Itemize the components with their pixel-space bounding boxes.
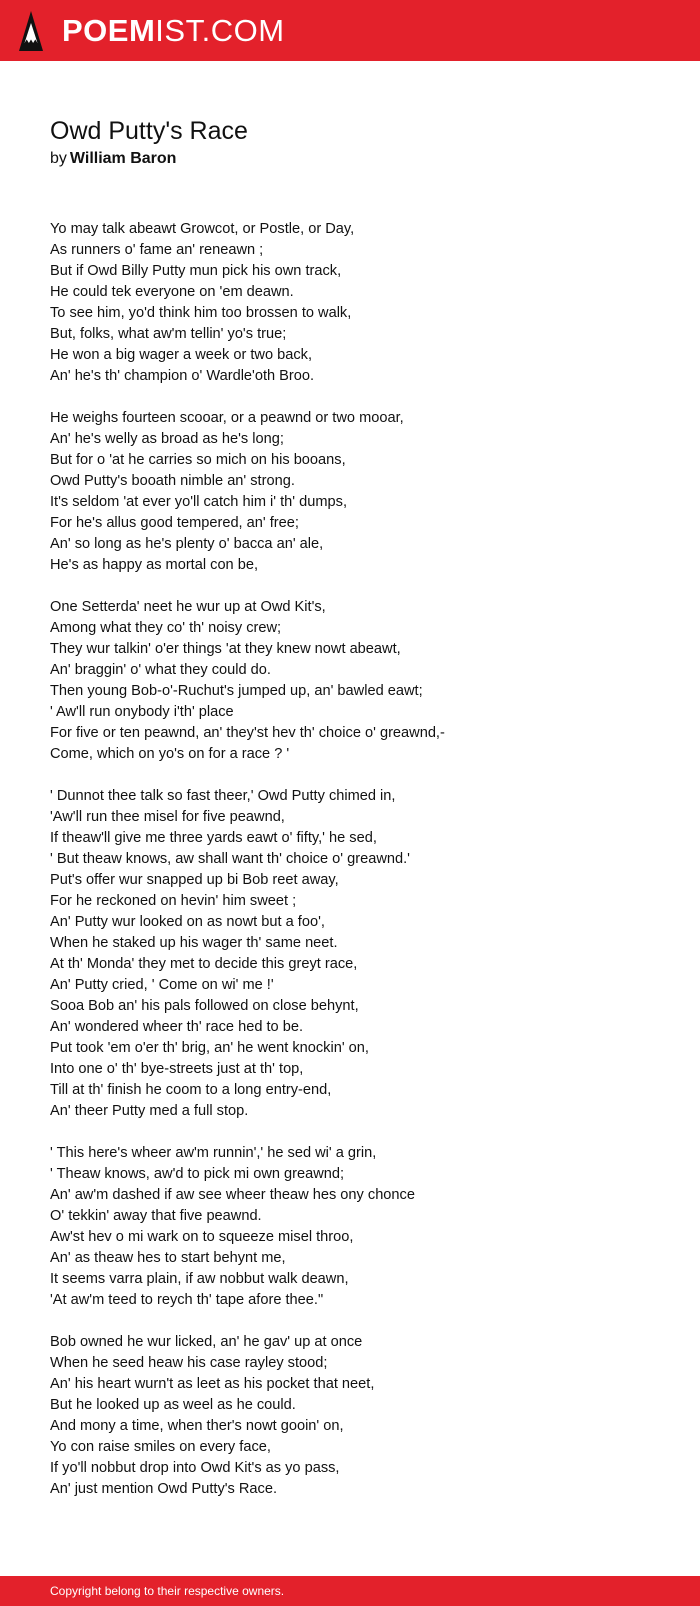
poem-line: Bob owned he wur licked, an' he gav' up at once: [50, 1334, 363, 1350]
poem-line: But he looked up as weel as he could.: [50, 1397, 296, 1413]
poem-byline: [50, 148, 176, 170]
site-logo-link[interactable]: [18, 10, 285, 52]
poem-line: 'At aw'm teed to reych th' tape afore thee.": [50, 1292, 324, 1308]
poem-line: When he seed heaw his case rayley stood;: [50, 1355, 328, 1371]
poem-line: And mony a time, when ther's nowt gooin' on,: [50, 1418, 344, 1434]
poem-line: At th' Monda' they met to decide this greyt race,: [50, 956, 358, 972]
poem-line: An' so long as he's plenty o' bacca an' ale,: [50, 536, 324, 552]
poem-line: ' Aw'll run onybody i'th' place: [50, 704, 234, 720]
poem-line: Into one o' th' bye-streets just at th' top,: [50, 1061, 304, 1077]
poem-line: As runners o' fame an' reneawn ;: [50, 242, 264, 258]
poem-line: An' he's th' champion o' Wardle'oth Broo.: [50, 368, 315, 384]
poem-line: 'Aw'll run thee misel for five peawnd,: [50, 809, 285, 825]
logo-bold-part: POEM: [62, 13, 156, 48]
poem-line: ' Dunnot thee talk so fast theer,' Owd Putty chimed in,: [50, 788, 396, 804]
poem-line: An' wondered wheer th' race hed to be.: [50, 1019, 304, 1035]
poem-line: If theaw'll give me three yards eawt o' fifty,' he sed,: [50, 830, 377, 846]
poem-line: One Setterda' neet he wur up at Owd Kit's,: [50, 599, 326, 615]
poem-line: Then young Bob-o'-Ruchut's jumped up, an' bawled eawt;: [50, 683, 423, 699]
logo-light-part: IST.COM: [155, 13, 285, 48]
poem-line: But if Owd Billy Putty mun pick his own track,: [50, 263, 342, 279]
poem-line: For he reckoned on hevin' him sweet ;: [50, 893, 297, 909]
poem-line: An' braggin' o' what they could do.: [50, 662, 271, 678]
poem-stanza: [50, 786, 670, 1122]
poem-line: ' This here's wheer aw'm runnin',' he sed wi' a grin,: [50, 1145, 377, 1161]
poem-title: Owd Putty's Race: [50, 117, 248, 145]
author-name[interactable]: William Baron: [69, 150, 177, 167]
poem-line: To see him, yo'd think him too brossen to walk,: [50, 305, 352, 321]
pencil-tip-icon: [18, 10, 44, 52]
poem-stanza: [50, 1143, 670, 1311]
poem-body: [50, 219, 670, 1521]
poem-line: An' he's welly as broad as he's long;: [50, 431, 284, 447]
poem-line: Yo con raise smiles on every face,: [50, 1439, 271, 1455]
poem-line: Put's offer wur snapped up bi Bob reet away,: [50, 872, 339, 888]
poem-stanza: [50, 597, 670, 765]
poem-line: He could tek everyone on 'em deawn.: [50, 284, 294, 300]
by-label: by: [50, 150, 67, 167]
poem-line: Till at th' finish he coom to a long entry-end,: [50, 1082, 332, 1098]
poem-line: But, folks, what aw'm tellin' yo's true;: [50, 326, 287, 342]
poem-line: If yo'll nobbut drop into Owd Kit's as yo pass,: [50, 1460, 340, 1476]
poem-line: An' as theaw hes to start behynt me,: [50, 1250, 286, 1266]
site-logo-text: [62, 11, 285, 51]
poem-line: When he staked up his wager th' same neet.: [50, 935, 338, 951]
poem-stanza: [50, 408, 670, 576]
poem-line: Aw'st hev o mi wark on to squeeze misel throo,: [50, 1229, 354, 1245]
poem-line: Come, which on yo's on for a race ? ': [50, 746, 290, 762]
poem-line: Sooa Bob an' his pals followed on close behynt,: [50, 998, 359, 1014]
poem-line: An' theer Putty med a full stop.: [50, 1103, 249, 1119]
poem-line: They wur talkin' o'er things 'at they knew nowt abeawt,: [50, 641, 401, 657]
poem-line: Put took 'em o'er th' brig, an' he went knockin' on,: [50, 1040, 369, 1056]
site-header: [0, 0, 700, 61]
poem-stanza: [50, 1332, 670, 1500]
poem-line: An' Putty cried, ' Come on wi' me !': [50, 977, 274, 993]
poem-line: It seems varra plain, if aw nobbut walk deawn,: [50, 1271, 349, 1287]
poem-line: He's as happy as mortal con be,: [50, 557, 259, 573]
poem-line: An' his heart wurn't as leet as his pocket that neet,: [50, 1376, 375, 1392]
poem-line: But for o 'at he carries so mich on his booans,: [50, 452, 346, 468]
poem-line: For he's allus good tempered, an' free;: [50, 515, 299, 531]
poem-line: Owd Putty's booath nimble an' strong.: [50, 473, 295, 489]
site-footer: [0, 1576, 700, 1606]
poem-line: For five or ten peawnd, an' they'st hev th' choice o' greawnd,-: [50, 725, 445, 741]
poem-line: An' just mention Owd Putty's Race.: [50, 1481, 278, 1497]
poem-line: ' But theaw knows, aw shall want th' choice o' greawnd.': [50, 851, 410, 867]
poem-line: It's seldom 'at ever yo'll catch him i' th' dumps,: [50, 494, 347, 510]
poem-line: An' aw'm dashed if aw see wheer theaw hes ony chonce: [50, 1187, 415, 1203]
poem-line: O' tekkin' away that five peawnd.: [50, 1208, 262, 1224]
poem-line: Among what they co' th' noisy crew;: [50, 620, 282, 636]
poem-line: He weighs fourteen scooar, or a peawnd or two mooar,: [50, 410, 404, 426]
poem-stanza: [50, 219, 670, 387]
poem-line: Yo may talk abeawt Growcot, or Postle, or Day,: [50, 221, 355, 237]
copyright-notice: Copyright belong to their respective owners.: [50, 1584, 285, 1598]
poem-line: An' Putty wur looked on as nowt but a foo',: [50, 914, 325, 930]
poem-line: He won a big wager a week or two back,: [50, 347, 313, 363]
poem-line: ' Theaw knows, aw'd to pick mi own greawnd;: [50, 1166, 345, 1182]
